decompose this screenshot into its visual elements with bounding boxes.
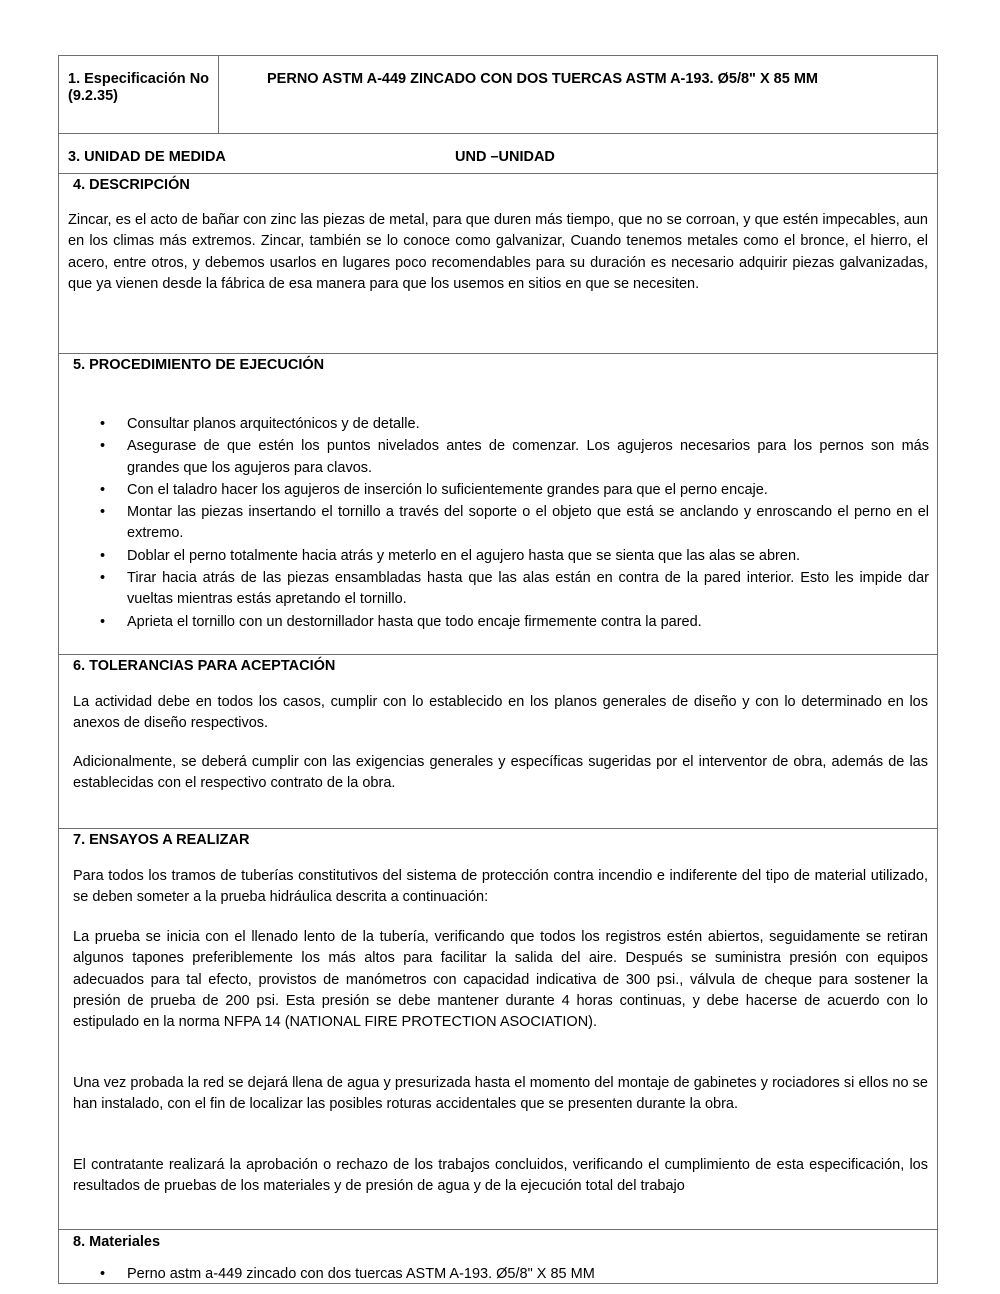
tests-paragraph: Para todos los tramos de tuberías constitutivos del sistema de protección contra incendio e indiferente del tipo de material utilizado, se deben someter a la prueba hidráulica descrita a continuación: [73,868,928,906]
spec-header-row [59,56,937,134]
tests-paragraph: La prueba se inicia con el llenado lento de la tubería, verificando que todos los registros estén abiertos, seguidamente se retiran algunos tapones preferiblemente los más altos para facilitar la salida del aire. Después se suministra presión con equipos adecuados para tal efecto, provistos de manómetros con capacidad indicativa de 300 psi., válvula de cheque para sostener la presión de prueba de 200 psi. Esta presión se debe mantener durante 4 horas continuas, y debe hacerse de acuerdo con lo estipulado en la norma NFPA 14 (NATIONAL FIRE PROTECTION ASOCIATION). [73,929,928,1031]
specification-document [58,55,938,1284]
tolerances-paragraph: La actividad debe en todos los casos, cumplir con lo establecido en los planos generales de diseño y con lo determinado en los anexos de diseño respectivos. [73,694,928,732]
bullet-icon: • [100,613,106,630]
description-text: Zincar, es el acto de bañar con zinc las piezas de metal, para que duren más tiempo, que no se corroan, y que estén impecables, aun en los climas más extremos. Zincar, también se lo conoce como galvanizar, Cuando tenemos metales como el bronce, el hierro, el acero, entre otros, y debemos usarlos en lugares poco recomendables para su duración es necesario adquirir piezas galvanizadas, que ya vienen desde la fábrica de esa manera para que los usemos en sitios en que se necesiten. [68,212,928,292]
list-item [73,414,929,435]
description-title: 4. DESCRIPCIÓN [73,177,190,193]
bullet-icon: • [100,438,106,455]
tolerances-section [59,655,937,829]
bullet-icon: • [100,547,106,564]
bullet-icon: • [100,1266,106,1282]
list-item-text: Con el taladro hacer los agujeros de inserción lo suficientemente grandes para que el perno encaje. [127,481,768,498]
tolerances-paragraph: Adicionalmente, se deberá cumplir con las exigencias generales y específicas sugeridas por el interventor de obra, además de las establecidas con el respectivo contrato de la obra. [73,754,928,792]
list-item [73,568,929,611]
list-item-text: Asegurase de que estén los puntos nivelados antes de comenzar. Los agujeros necesarios para los pernos son más grandes que los agujeros para clavos. [127,438,929,476]
unit-label: 3. UNIDAD DE MEDIDA [68,149,226,165]
list-item-text: Consultar planos arquitectónicos y de detalle. [127,416,420,432]
tolerances-title: 6. TOLERANCIAS PARA ACEPTACIÓN [73,658,336,674]
bullet-icon: • [100,416,106,432]
materials-section [59,1230,937,1283]
procedure-list [73,414,929,634]
tests-paragraph: Una vez probada la red se dejará llena de agua y presurizada hasta el momento del montaje de gabinetes y rociadores si ellos no se han instalado, con el fin de localizar las posibles roturas accidentales que se presenten durante la obra. [73,1075,928,1113]
spec-title: PERNO ASTM A-449 ZINCADO CON DOS TUERCAS ASTM A-193. Ø5/8" X 85 MM [267,71,818,87]
unit-value: UND –UNIDAD [455,149,555,165]
description-section [59,174,937,354]
tests-paragraph: El contratante realizará la aprobación o rechazo de los trabajos concluidos, verificando el cumplimiento de esta especificación, los resultados de pruebas de los materiales y de presión de agua y de la ejecución total del trabajo [73,1157,928,1195]
list-item [73,1264,929,1285]
materials-list [73,1264,929,1286]
procedure-section [59,354,937,655]
materials-title: 8. Materiales [73,1234,161,1250]
list-item-text: Doblar el perno totalmente hacia atrás y meterlo en el agujero hasta que se sienta que las alas se abren. [127,547,801,564]
list-item-text: Montar las piezas insertando el tornillo a través del soporte o el objeto que está se anclando y enroscando el perno en el extremo. [127,504,929,542]
bullet-icon: • [100,570,106,587]
list-item [73,612,929,633]
unit-row [59,134,937,174]
list-item [73,546,929,567]
list-item [73,436,929,479]
bullet-icon: • [100,481,106,498]
list-item-text: Tirar hacia atrás de las piezas ensambladas hasta que las alas están en contra de la pared interior. Esto les impide dar vueltas mientras estás apretando el tornillo. [127,570,929,608]
list-item [73,502,929,545]
tests-title: 7. ENSAYOS A REALIZAR [73,832,250,848]
tests-section [59,829,937,1230]
procedure-title: 5. PROCEDIMIENTO DE EJECUCIÓN [73,357,325,373]
list-item-text: Perno astm a-449 zincado con dos tuercas ASTM A-193. Ø5/8" X 85 MM [127,1266,595,1282]
spec-number-label: 1. Especificación No (9.2.35) [59,56,219,133]
list-item [73,480,929,501]
list-item-text: Aprieta el tornillo con un destornillador hasta que todo encaje firmemente contra la pared. [127,613,702,630]
bullet-icon: • [100,504,106,521]
